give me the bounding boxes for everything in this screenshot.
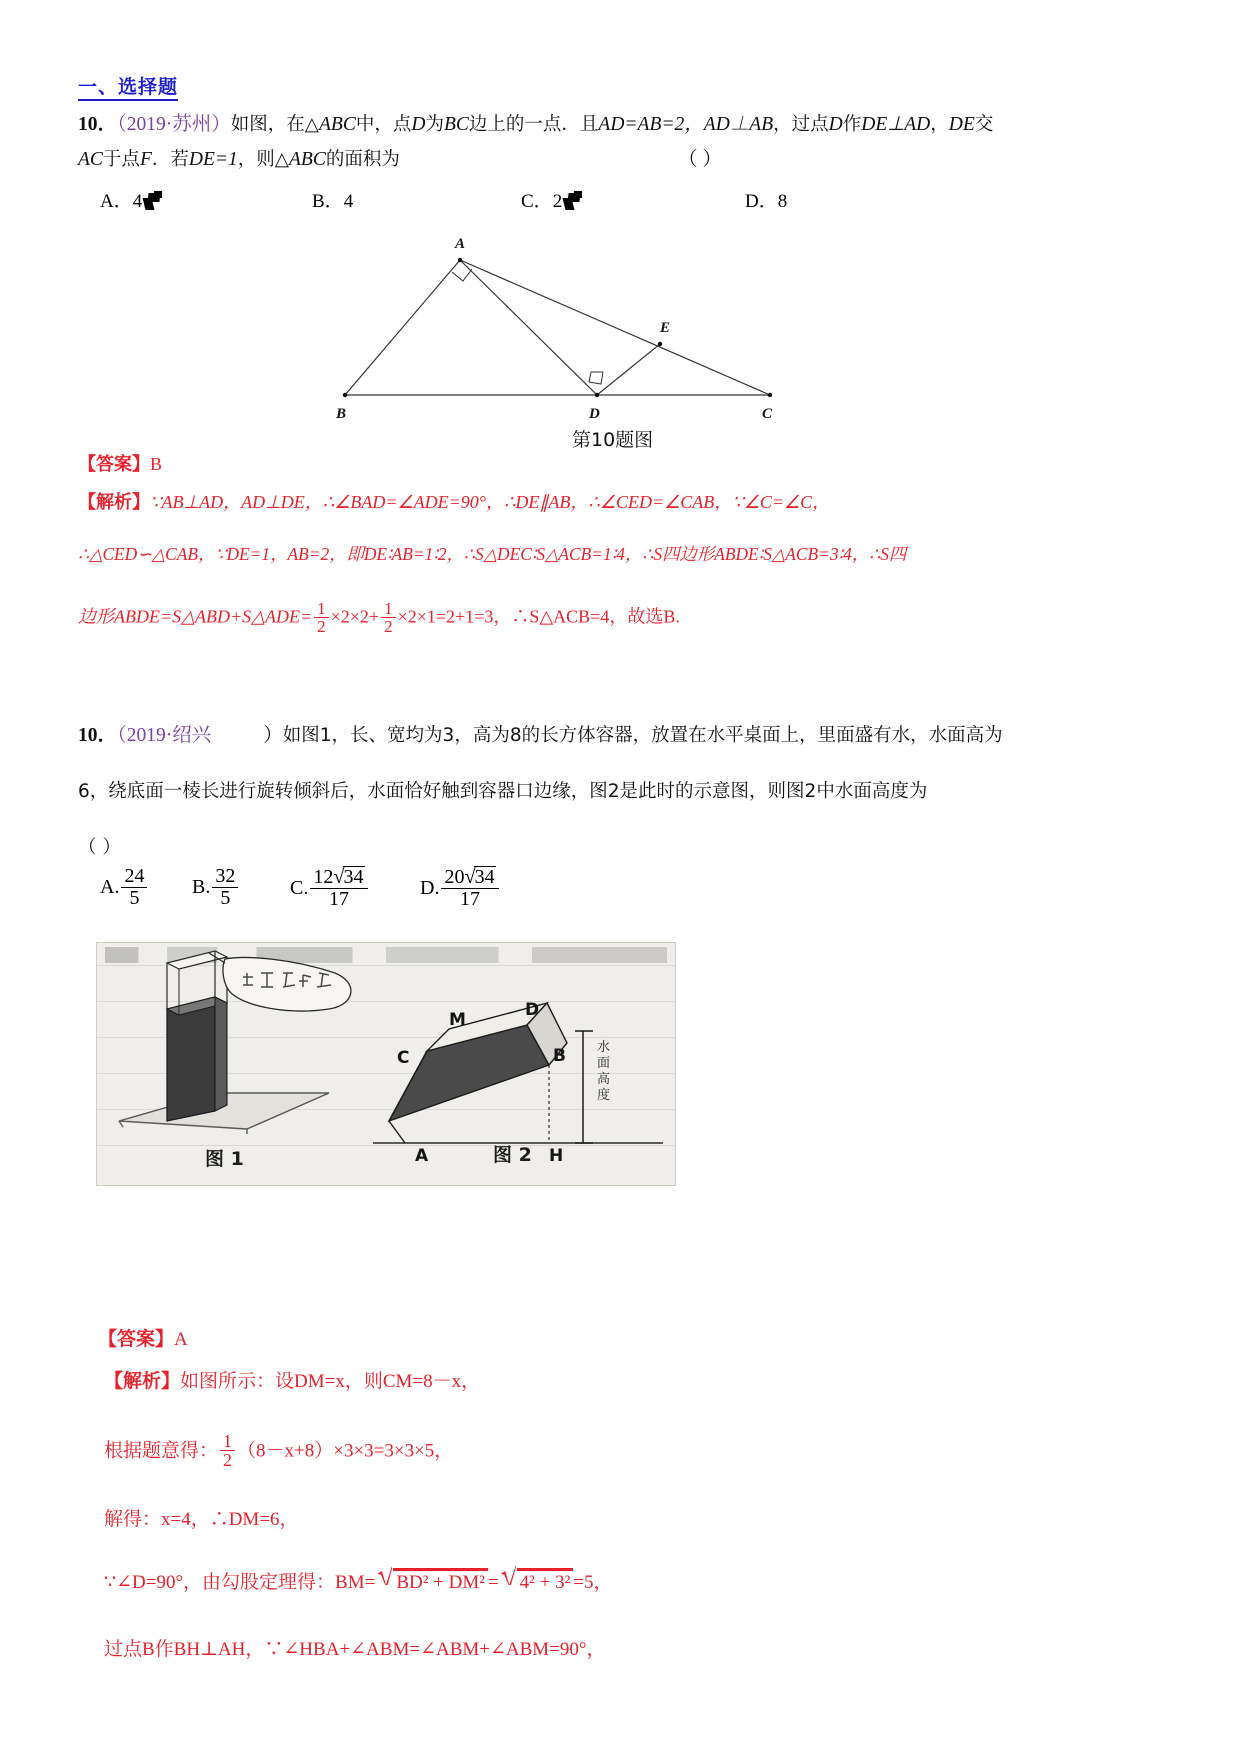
svg-text:高: 高 <box>597 1072 611 1087</box>
explain-equals: = <box>487 1572 499 1593</box>
option-a-fraction <box>121 866 147 909</box>
vertex-label-a: A <box>455 236 466 252</box>
problem1-number: 10． <box>78 114 118 135</box>
p1-dd: D <box>828 114 843 135</box>
option-d-label: D． <box>745 191 778 212</box>
photo-label-c: C <box>397 1048 410 1068</box>
frac-den: 2 <box>384 617 393 637</box>
p1-t7: ， <box>930 114 949 135</box>
explain-text-4b: =5， <box>573 1572 613 1593</box>
problem1-explain-line2 <box>78 546 906 563</box>
photo-contents <box>97 943 675 1185</box>
vertex-label-c: C <box>762 406 773 422</box>
corrupted-radical-glyph-icon <box>142 191 168 211</box>
radical-hook-icon <box>501 1565 516 1585</box>
explain-text-2b: （8－x+8）×3×3=3×3×5， <box>237 1440 454 1462</box>
problem1-geometry-figure <box>330 232 800 427</box>
p1-t4: 边上的一点．且 <box>468 114 599 135</box>
frac-den: 2 <box>223 1450 233 1471</box>
fraction-one-half-b <box>381 600 396 636</box>
frac-num: 32 <box>212 866 238 888</box>
frac-num <box>310 866 367 889</box>
radical-sign-icon: √ <box>333 866 345 888</box>
option-b-label: B. <box>192 875 211 898</box>
radical-sign-icon: √ <box>464 866 476 888</box>
frac-den: 17 <box>460 888 481 911</box>
explain-text-3a: 边形ABDE=S△ABD+S△ADE= <box>78 606 313 627</box>
fraction-one-half-a <box>314 600 329 636</box>
frac-den: 5 <box>220 886 231 909</box>
vertex-label-d: D <box>589 406 600 422</box>
explain-text-2a: 根据题意得： <box>104 1440 219 1462</box>
photo-label-a: A <box>415 1146 429 1166</box>
p1-abc: ABC <box>319 114 356 135</box>
explain-tag: 【解析】 <box>104 1370 181 1392</box>
p1-t3: 为 <box>425 114 444 135</box>
explain-text-3b: ×2×2+ <box>330 606 380 627</box>
coefficient: 20 <box>444 866 465 888</box>
problem1-source: （2019·苏州） <box>117 114 231 135</box>
p1-d: D <box>411 114 426 135</box>
p1-t6: 作 <box>842 114 862 135</box>
frac-den: 17 <box>328 888 349 911</box>
frac-num <box>441 866 498 889</box>
problem2-line1 <box>78 726 1003 746</box>
problem1-explain-line3 <box>78 600 680 636</box>
problem1-explain-line1 <box>78 493 830 512</box>
option-d-label: D. <box>420 877 440 900</box>
radicand: 34 <box>343 866 364 888</box>
problem2-explain-line4 <box>104 1568 613 1592</box>
svg-text:面: 面 <box>597 1056 611 1071</box>
svg-text:度: 度 <box>597 1088 611 1103</box>
p1-t12: 的面积为 <box>325 149 400 170</box>
explain-text-2: ∴△CED∽△CAB，∵DE=1，AB=2，即DE∶AB=1∶2，∴S△DEC∶S△ACB=1∶4，∴S四边形ABDE∶S△ACB=3∶4，∴S四 <box>78 544 907 564</box>
frac-num: 1 <box>314 600 329 618</box>
p1-de: DE⊥AD <box>861 114 931 135</box>
explain-text-4a: ∵∠D=90°，由勾股定理得：BM= <box>104 1572 376 1593</box>
option-b-prefix: 4 <box>343 191 354 212</box>
option-b-label: B． <box>312 191 344 212</box>
explain-text-5: 过点B作BH⊥AH，∵∠HBA+∠ABM=∠ABM+∠ABM=90°， <box>104 1639 606 1660</box>
problem2-source-close: ） <box>263 725 283 746</box>
problem1-answer-blank: （ ） <box>678 149 722 170</box>
coefficient: 12 <box>313 866 334 888</box>
radicand-2: 4² + 3² <box>517 1568 574 1592</box>
problem1-answer-row <box>78 455 162 474</box>
problem2-text-2: 6，绕底面一棱长进行旋转倾斜后，水面恰好触到容器口边缘，图2是此时的示意图，则图2中水面高度为 <box>78 781 928 802</box>
frac-den: 5 <box>129 886 140 909</box>
vertex-label-e: E <box>660 320 671 336</box>
problem2-option-b[interactable] <box>192 866 238 909</box>
triangle-abc-diagram <box>330 232 800 422</box>
explain-text-3c: ×2×1=2+1=3，∴S△ACB=4，故选B. <box>397 606 680 627</box>
photo-label-fig1: 图 1 <box>205 1148 244 1170</box>
answer-value: A <box>174 1329 188 1350</box>
square-root-4sq-3sq <box>501 1568 574 1592</box>
p1-t8: 交 <box>974 114 994 135</box>
answer-value: B <box>150 454 163 474</box>
photo-vertical-text <box>597 1039 610 1103</box>
problem2-explain-line2 <box>104 1432 453 1470</box>
corrupted-radical-glyph-icon <box>562 191 588 211</box>
problem2-source: （2019·绍兴 <box>117 725 212 746</box>
problem2-text-3: （ ） <box>78 837 121 858</box>
p1-t5: ，过点 <box>773 114 829 135</box>
frac-den: 2 <box>317 617 326 637</box>
problem2-explain-line1 <box>104 1372 480 1391</box>
vertex-label-b: B <box>336 406 347 422</box>
explain-text-1: 如图所示：设DM=x，则CM=8－x， <box>180 1371 481 1392</box>
problem2-scanned-photo <box>96 942 676 1186</box>
radical-hook-icon <box>377 1565 392 1585</box>
problem2-option-c[interactable] <box>290 866 368 910</box>
p1-f: F <box>139 149 152 170</box>
problem2-option-d[interactable] <box>420 866 499 910</box>
photo-label-d: D <box>525 1000 540 1020</box>
problem1-option-b[interactable] <box>312 186 353 213</box>
explain-tag: 【解析】 <box>78 492 150 513</box>
option-c-prefix: 2 <box>552 191 563 212</box>
radicand: 34 <box>474 866 495 888</box>
photo-label-m: M <box>449 1010 466 1030</box>
option-c-fraction <box>310 866 367 910</box>
option-b-fraction <box>212 866 238 909</box>
p1-ac: AC <box>78 149 103 170</box>
p1-adab: AD=AB=2， <box>598 114 704 135</box>
square-root-bd2-dm2 <box>377 1568 488 1592</box>
photo-label-b: B <box>553 1046 566 1066</box>
p1-abc2: ABC <box>289 149 326 170</box>
problem2-number: 10． <box>78 725 118 746</box>
problem2-explain-line5 <box>104 1640 606 1659</box>
p1-de3: DE=1 <box>188 149 238 170</box>
option-d-prefix: 8 <box>777 191 788 212</box>
p1-t9: 于点 <box>102 149 140 170</box>
p1-de2: DE <box>948 114 975 135</box>
problem2-text-1: 如图1，长、宽均为3，高为8的长方体容器，放置在水平桌面上，里面盛有水，水面高为 <box>282 725 1003 746</box>
option-a-label: A． <box>100 191 133 212</box>
fraction-one-half <box>220 1432 235 1470</box>
option-a-prefix: 4 <box>132 191 143 212</box>
p1-t10: ．若 <box>151 149 189 170</box>
frac-num: 1 <box>220 1432 235 1451</box>
explain-text-3: 解得：x=4，∴DM=6， <box>104 1509 299 1530</box>
problem1-figure-caption: 第10题图 <box>572 429 654 451</box>
problem1-line1 <box>78 115 993 135</box>
frac-num: 1 <box>381 600 396 618</box>
problem2-explain-line3 <box>104 1510 299 1529</box>
option-c-label: C. <box>290 877 309 900</box>
problem1-option-d[interactable] <box>745 186 787 213</box>
radicand-1: BD² + DM² <box>393 1568 488 1592</box>
p1-t2: 中，点 <box>355 114 412 135</box>
section-heading: 一、选择题 <box>78 78 178 101</box>
option-a-label: A. <box>100 875 120 898</box>
p1-t1: 如图，在△ <box>230 114 319 135</box>
photo-label-fig2: 图 2 <box>493 1144 532 1166</box>
problem2-answer-row <box>98 1330 188 1349</box>
problem1-option-c[interactable] <box>521 186 588 213</box>
p1-perp: AD⊥AB <box>703 114 774 135</box>
frac-num: 24 <box>121 866 147 888</box>
problem2-option-a[interactable] <box>100 866 147 909</box>
problem2-answer-blank <box>78 838 121 858</box>
answer-tag: 【答案】 <box>78 454 150 475</box>
option-c-label: C． <box>521 191 553 212</box>
p1-bc: BC <box>443 114 469 135</box>
svg-text:水: 水 <box>597 1040 611 1055</box>
option-d-fraction <box>441 866 498 910</box>
p1-t11: ，则△ <box>237 149 290 170</box>
explain-text-1: ∵AB⊥AD，AD⊥DE，∴∠BAD=∠ADE=90°，∴DE∥AB，∴∠CED=∠CAB，∵∠C=∠C， <box>150 492 831 512</box>
photo-label-h: H <box>549 1146 564 1166</box>
problem1-line2 <box>78 150 400 170</box>
problem2-line2 <box>78 782 927 802</box>
answer-tag: 【答案】 <box>98 1328 175 1350</box>
problem1-option-a[interactable] <box>100 186 168 213</box>
